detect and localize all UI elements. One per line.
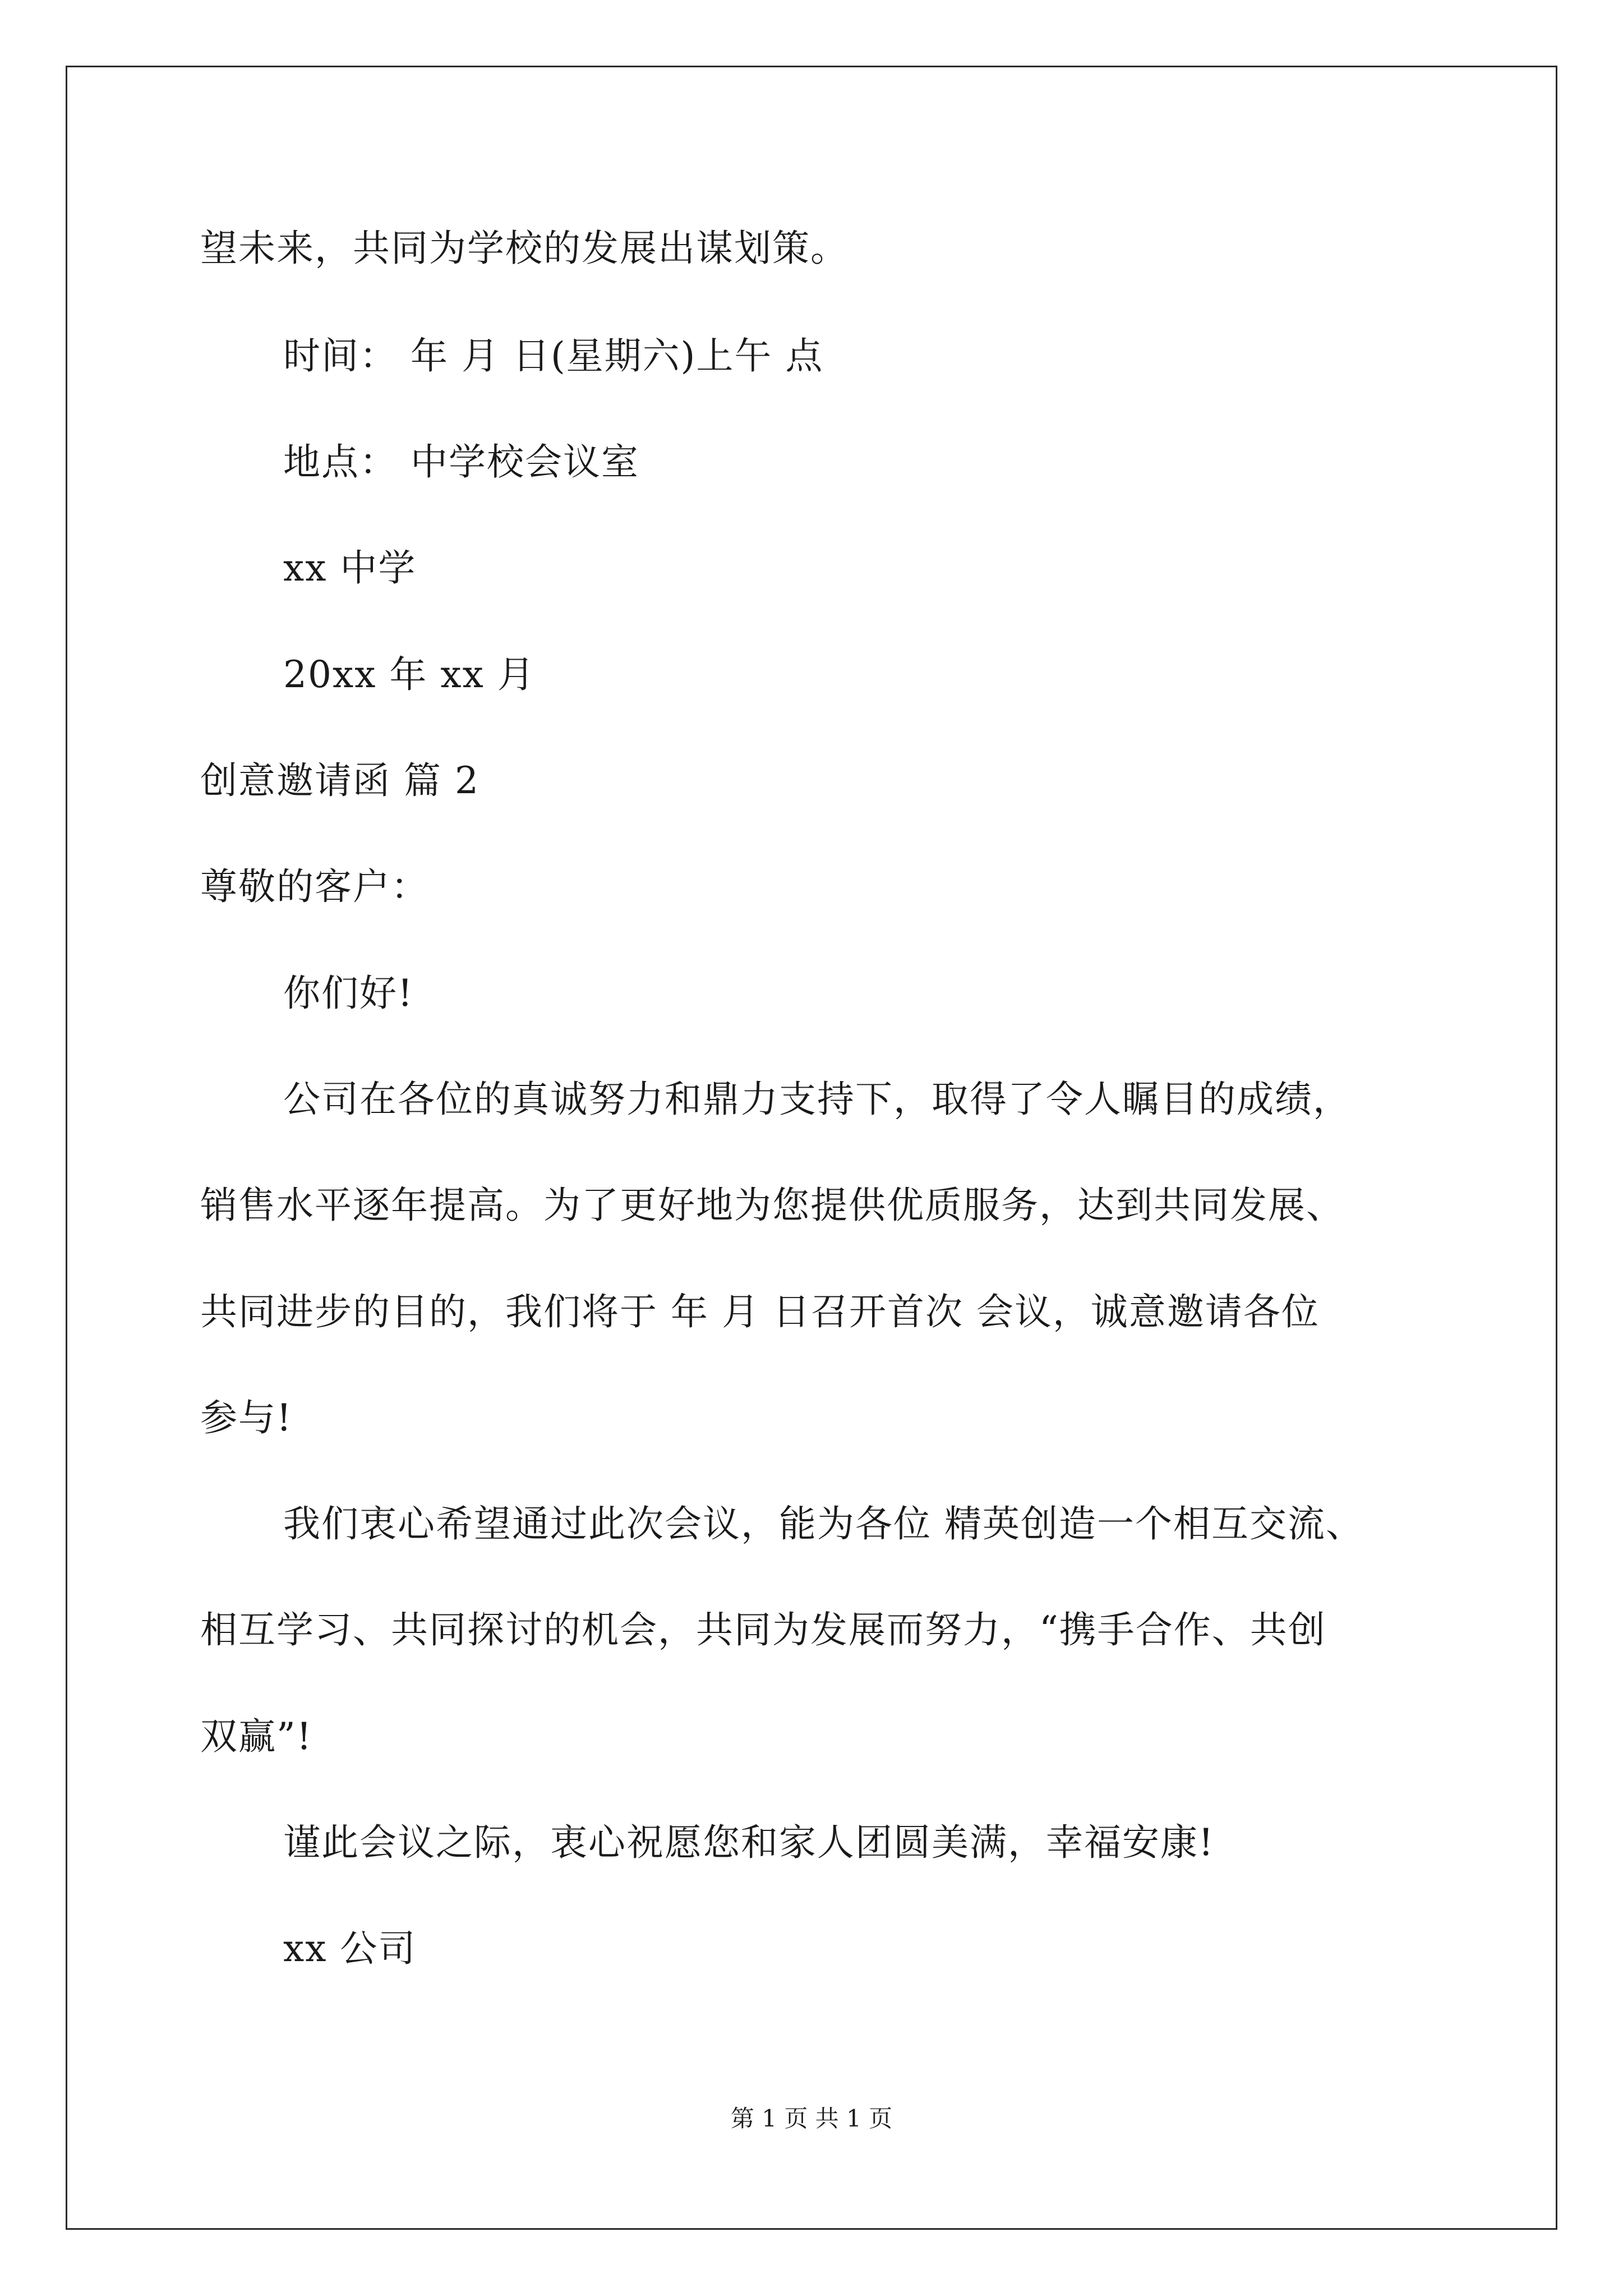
paragraph-line: 公司在各位的真诚努力和鼎力支持下，取得了令人瞩目的成绩， <box>283 1078 1351 1121</box>
paragraph-line: 相互学习、共同探讨的机会，共同为发展而努力，“携手合作、共创 <box>200 1608 1326 1651</box>
closing-wishes: 谨此会议之际，衷心祝愿您和家人团圆美满，幸福安康! <box>283 1821 1215 1864</box>
signature-date: 20xx 年 xx 月 <box>283 653 536 696</box>
paragraph-line: 双赢”! <box>200 1715 313 1758</box>
signature-company: xx 公司 <box>283 1927 417 1970</box>
paragraph-line: 望未来，共同为学校的发展出谋划策。 <box>200 227 849 270</box>
paragraph-line: 参与! <box>200 1396 293 1439</box>
greeting: 你们好! <box>283 972 414 1015</box>
meeting-location-line: 地点： 中学校会议室 <box>283 440 639 484</box>
page-border <box>66 66 1557 2230</box>
section-heading: 创意邀请函 篇 2 <box>200 759 479 802</box>
paragraph-line: 共同进步的目的，我们将于 年 月 日召开首次 会议，诚意邀请各位 <box>200 1290 1320 1333</box>
meeting-time-line: 时间： 年 月 日(星期六)上午 点 <box>283 334 824 378</box>
page-number: 第 1 页 共 1 页 <box>730 2105 893 2132</box>
paragraph-line: 销售水平逐年提高。为了更好地为您提供优质服务，达到共同发展、 <box>200 1184 1344 1227</box>
signature-school: xx 中学 <box>283 546 417 590</box>
paragraph-line: 我们衷心希望通过此次会议，能为各位 精英创造一个相互交流、 <box>283 1502 1364 1545</box>
salutation: 尊敬的客户： <box>200 865 429 908</box>
